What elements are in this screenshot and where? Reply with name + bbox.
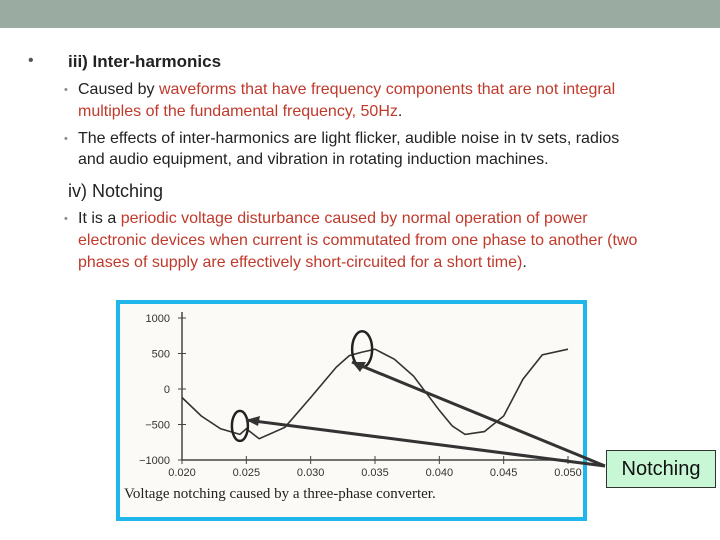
- x-tick-label: 0.040: [425, 467, 454, 479]
- interharmonics-cause-line2: [78, 101, 402, 123]
- text: Caused by: [78, 81, 159, 98]
- sub-bullet: •: [64, 84, 68, 96]
- x-tick-label: 0.030: [296, 467, 325, 479]
- text: .: [397, 103, 403, 120]
- figure-caption: Voltage notching caused by a three-phase converter.: [124, 486, 436, 502]
- y-tick-label: 500: [151, 348, 170, 361]
- highlight: multiples of the fundamental frequency, 50Hz: [78, 103, 398, 120]
- y-tick-label: −1000: [139, 455, 170, 467]
- interharmonics-cause-line1: [78, 79, 615, 101]
- notch-circle-lower: [232, 411, 248, 441]
- x-tick-label: 0.025: [232, 467, 261, 479]
- highlight: phases of supply are effectively short-circuited for a short time): [78, 254, 523, 271]
- sub-bullet: •: [64, 213, 68, 225]
- notching-line1: [78, 208, 588, 230]
- notching-figure: [116, 300, 587, 521]
- bullet: •: [28, 52, 34, 69]
- x-tick-label: 0.045: [489, 467, 518, 479]
- highlight: periodic voltage disturbance caused by normal operation of power: [120, 210, 588, 227]
- text: It is a: [78, 210, 121, 227]
- x-tick-label: 0.050: [554, 467, 582, 479]
- text: .: [522, 254, 527, 271]
- section-heading-notching: iv) Notching: [68, 181, 164, 201]
- highlight: waveforms that have frequency components that are not integral: [158, 81, 616, 98]
- interharmonics-effects-line1: The effects of inter-harmonics are light flicker, audible noise in tv sets, radios: [78, 130, 620, 147]
- y-tick-label: 0: [163, 384, 170, 396]
- sub-bullet: •: [64, 133, 68, 145]
- x-tick-label: 0.035: [361, 467, 389, 479]
- notching-callout-label: Notching: [606, 450, 716, 488]
- waveform-line: [182, 349, 568, 439]
- notching-line3: [78, 252, 527, 274]
- highlight: electronic devices when current is commutated from one phase to another (two: [78, 232, 638, 249]
- waveform-chart: [120, 304, 583, 517]
- interharmonics-effects-line2: and audio equipment, and vibration in rotating induction machines.: [78, 151, 549, 168]
- y-tick-label: 1000: [145, 313, 170, 325]
- notch-circle-upper: [352, 331, 372, 367]
- y-tick-label: −500: [145, 419, 170, 432]
- x-tick-label: 0.020: [168, 467, 196, 479]
- section-heading-interharmonics: iii) Inter-harmonics: [68, 52, 222, 71]
- title-bar: [0, 0, 720, 28]
- notching-line2: [78, 230, 637, 252]
